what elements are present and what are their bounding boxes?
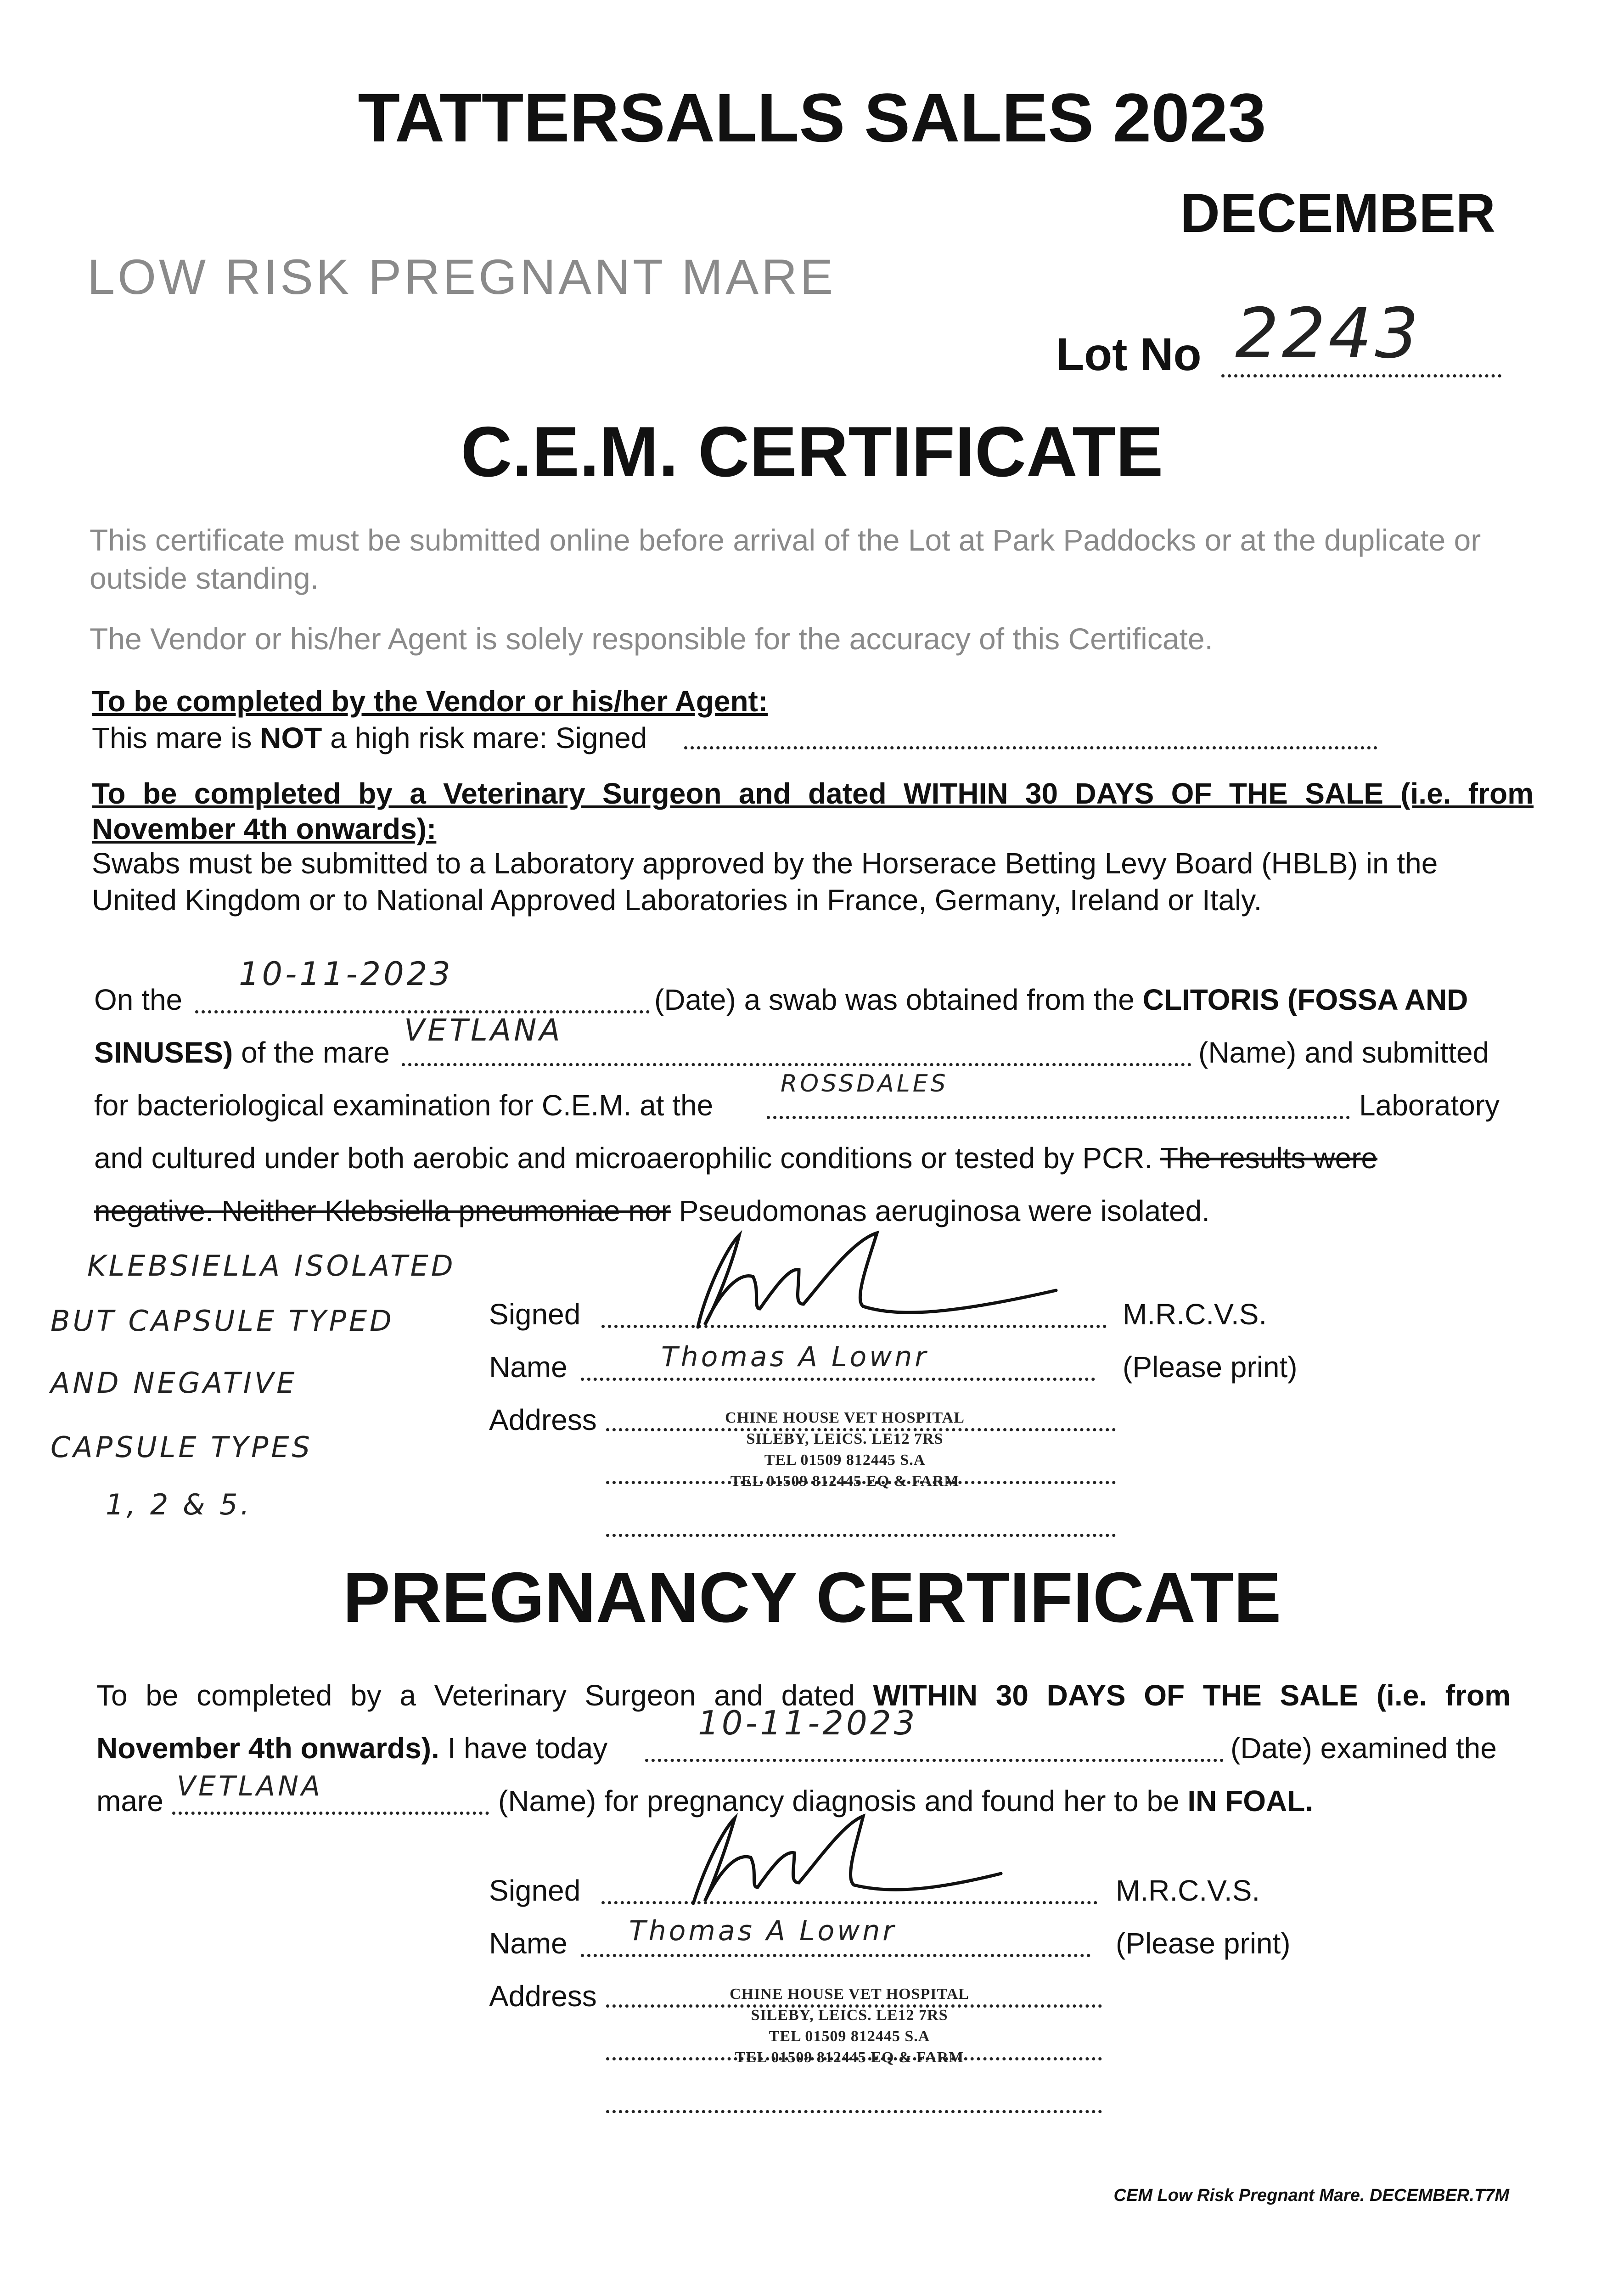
cem-title: C.E.M. CERTIFICATE (461, 412, 1163, 491)
cem-address-line-3 (606, 1534, 1116, 1537)
pregnancy-mare-line (172, 1812, 489, 1815)
cem-vet-name: Thomas A Lownr (661, 1341, 929, 1373)
pregnancy-stamp-line-1: CHINE HOUSE VET HOSPITAL (730, 1986, 969, 2003)
pregnancy-diagnosis-text: (Name) for pregnancy diagnosis and found her to be IN FOAL. (498, 1784, 1314, 1818)
swab-date-row: On the (94, 983, 183, 1016)
pregnancy-address-stamp (689, 1984, 1010, 2068)
pregnancy-date-label: (Date) examined the (1231, 1732, 1497, 1765)
cem-stamp-line-2: SILEBY, LEICS. LE12 7RS (746, 1430, 944, 1447)
form-code: CEM Low Risk Pregnant Mare. DECEMBER.T7M (1113, 2186, 1509, 2205)
pregnancy-line-2: November 4th onwards). I have today (96, 1732, 608, 1765)
handwritten-note-line-2: BUT CAPSULE TYPED (51, 1304, 394, 1338)
vet-heading: To be completed by a Veterinary Surgeon and dated WITHIN 30 DAYS OF THE SALE (i.e. from November 4th onwards): (92, 777, 1534, 845)
category-label: LOW RISK PREGNANT MARE (87, 249, 836, 304)
cem-stamp-line-4: TEL 01509 812445 EQ & FARM (730, 1472, 960, 1490)
pregnancy-address-line-3 (606, 2110, 1102, 2113)
cem-signed-label: Signed (489, 1298, 581, 1331)
vendor-signature-line (684, 746, 1377, 749)
vendor-declaration: This mare is NOT a high risk mare: Signed (92, 721, 647, 754)
pregnancy-date: 10-11-2023 (698, 1704, 918, 1742)
cem-name-line (581, 1378, 1095, 1381)
handwritten-note-line-3: AND NEGATIVE (51, 1366, 298, 1400)
cultured-text: and cultured under both aerobic and microaerophilic conditions or tested by PCR. The results were (94, 1142, 1377, 1175)
pregnancy-vet-name: Thomas A Lownr (629, 1915, 897, 1947)
pregnancy-signature (661, 1805, 1010, 1910)
pregnancy-mrcvs-label: M.R.C.V.S. (1116, 1874, 1260, 1907)
isolated-text: negative. Neither Klebsiella pneumoniae nor Pseudomonas aeruginosa were isolated. (94, 1194, 1210, 1227)
cem-stamp-line-3: TEL 01509 812445 S.A (764, 1451, 926, 1469)
pregnancy-stamp-line-2: SILEBY, LEICS. LE12 7RS (751, 2006, 948, 2024)
cem-mrcvs-label: M.R.C.V.S. (1123, 1298, 1267, 1331)
document-title: TATTERSALLS SALES 2023 (358, 79, 1266, 156)
cem-please-print: (Please print) (1123, 1351, 1298, 1384)
pregnancy-name-label: Name (489, 1927, 568, 1960)
lot-number-line (1221, 374, 1501, 377)
cem-intro-online: This certificate must be submitted online before arrival of the Lot at Park Paddocks or at the duplicate or outside standing. (90, 523, 1481, 595)
cem-name-label: Name (489, 1351, 568, 1384)
pregnancy-stamp-line-4: TEL 01509 812445 EQ & FARM (735, 2048, 964, 2066)
cem-signature (661, 1221, 1065, 1336)
pregnancy-mare-label: mare (96, 1784, 163, 1818)
swab-date-label: (Date) a swab was obtained from the CLITORIS (FOSSA AND (654, 983, 1468, 1016)
laboratory-label: Laboratory (1359, 1089, 1500, 1122)
swab-date: 10-11-2023 (239, 955, 453, 993)
mare-name-row: SINUSES) of the mare (94, 1036, 390, 1069)
sale-month: DECEMBER (1180, 182, 1495, 244)
pregnancy-please-print: (Please print) (1116, 1927, 1291, 1960)
lab-name: ROSSDALES (781, 1070, 949, 1097)
pregnancy-name-line (581, 1954, 1090, 1957)
cem-address-label: Address (489, 1403, 597, 1436)
handwritten-note-line-4: CAPSULE TYPES (51, 1430, 313, 1464)
handwritten-note-line-5: 1, 2 & 5. (106, 1488, 253, 1521)
pregnancy-line-1: To be completed by a Veterinary Surgeon and dated WITHIN 30 DAYS OF THE SALE (i.e. from (96, 1679, 1511, 1712)
vendor-heading: To be completed by the Vendor or his/her Agent: (92, 685, 768, 718)
pregnancy-title: PREGNANCY CERTIFICATE (343, 1558, 1281, 1637)
lab-name-line (767, 1116, 1350, 1119)
cem-address-stamp (684, 1407, 1006, 1492)
swabs-instructions: Swabs must be submitted to a Laboratory approved by the Horserace Betting Levy Board (HBLB) in the United Kingdom or to National Approved Laboratories in France, Germany, Ireland or Italy. (92, 847, 1438, 917)
cem-stamp-line-1: CHINE HOUSE VET HOSPITAL (725, 1409, 965, 1426)
mare-name-line (402, 1063, 1191, 1066)
pregnancy-signed-label: Signed (489, 1874, 581, 1907)
cem-intro-responsibility: The Vendor or his/her Agent is solely responsible for the accuracy of this Certificate. (90, 622, 1213, 656)
pregnancy-address-label: Address (489, 1980, 597, 2013)
mare-name: VETLANA (404, 1013, 563, 1048)
name-submitted-label: (Name) and submitted (1198, 1036, 1489, 1069)
pregnancy-mare-name: VETLANA (177, 1770, 323, 1802)
handwritten-note-line-1: KLEBSIELLA ISOLATED (87, 1249, 456, 1283)
bact-exam-label: for bacteriological examination for C.E.M. at the (94, 1089, 714, 1122)
pregnancy-date-line (645, 1759, 1224, 1762)
lot-label: Lot No (1056, 329, 1202, 380)
pregnancy-stamp-line-3: TEL 01509 812445 S.A (769, 2027, 930, 2045)
lot-number: 2243 (1235, 294, 1422, 374)
